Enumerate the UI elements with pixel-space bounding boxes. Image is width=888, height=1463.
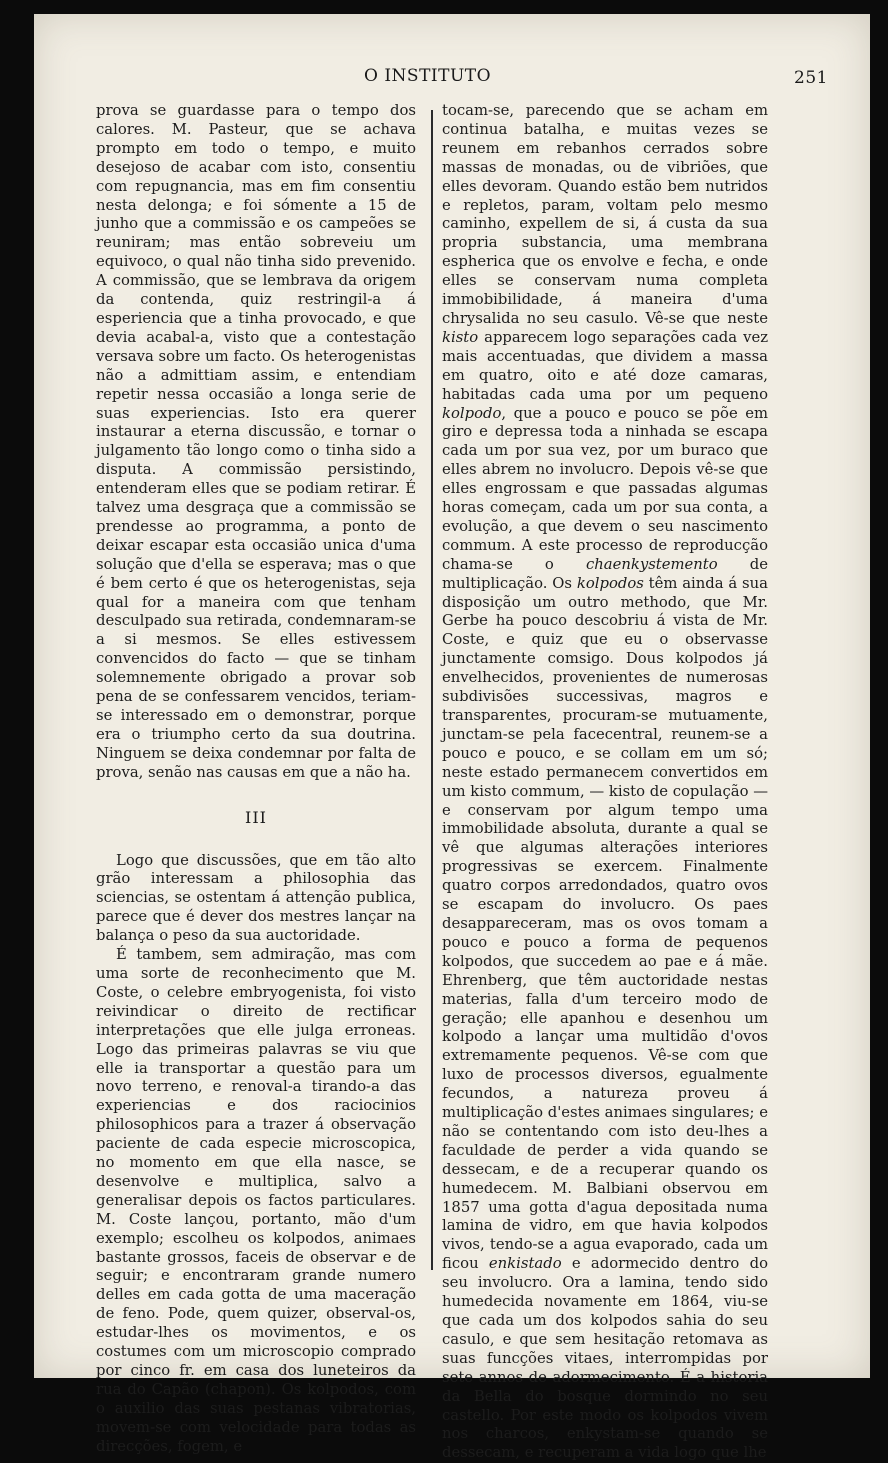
page-number: 251 [794, 68, 828, 88]
term-enkistado: enkistado [488, 1255, 562, 1273]
right-text-4: de multiplicação. Os [442, 555, 768, 592]
frame-corner-top-left [0, 0, 30, 30]
right-text-2: apparecem logo separações cada vez mais accentuadas, que dividem a massa em quatro, oito e até doze camaras, habitadas cada uma por um pequeno [442, 328, 768, 403]
scanned-page [34, 14, 870, 1462]
term-kolpodo: kolpodo [442, 404, 502, 422]
left-paragraph-1: prova se guardasse para o tempo dos calores. M. Pasteur, que se achava prompto em todo o tempo, e muito desejoso de acabar com isto, consentiu com repugnancia, mas em fim consentiu nesta delonga; e foi sómente a 15 de junho que a commissão e os campeões se reuniram; mas então sobreveiu um equivoco, o qual não tinha sido prevenido. A commissão, que se lembrava da origem da contenda, quiz restringil-a á esperiencia que a tinha provocado, e que devia acabal-a, visto que a contestação versava sobre um facto. Os heterogenistas não a admittiam assim, e entendiam repetir nessa occasião a longa serie de suas experiencias. Isto era querer instaurar a eterna discussão, e tornar o julgamento tão longo como o tinha sido a disputa. A commissão persistindo, entenderam elles que se podiam retirar. É talvez uma desgraça que a commissão se prendesse ao programma, a ponto de deixar escapar esta occasião unica d'uma solução que d'ella se esperava; mas o que é bem certo é que os heterogenistas, seja qual for a maneira com que tenham desculpado sua retirada, condemnaram-se a si mesmos. Se elles estivessem convencidos do facto — que se tinham solemnemente obrigado a provar sob pena de se confessarem vencidos, teriam-se interessado em o demonstrar, porque era o triumpho certo da sua doutrina. Ninguem se deixa condemnar por falta de prova, senão nas causas em que a não ha. [96, 102, 416, 781]
term-kisto: kisto [442, 328, 479, 346]
section-heading-iii: III [245, 807, 267, 827]
right-text-3: , que a pouco e pouco se põe em giro e depressa toda a ninhada se escapa cada um por sua vez, por um buraco que elles abrem no involucro. Depois vê-se que elles engrossam e que passadas algumas horas começam, cada um por sua conta, a evolução, a que devem o seu nascimento commum. A este processo de reproducção chama-se o [442, 404, 768, 573]
right-text-5: têm ainda á sua disposição um outro methodo, que Mr. Gerbe ha pouco descobriu á vista de Mr. Coste, e quiz que eu o observasse junctamente comsigo. Dous kolpodos já envelhecidos, provenientes de numerosas subdivisões successivas, magros e transparentes, procuram-se mutuamente, junctam-se pela facecentral, reunem-se a pouco e pouco, e se collam em um só; neste estado permanecem convertidos em um kisto commum, — kisto de copulação — e conservam por algum tempo uma immobilidade absoluta, durante a qual se vê que algumas alterações interiores progressivas se exercem. Finalmente quatro corpos arredondados, quatro ovos se escapam do involucro. Os paes desappareceram, mas os ovos tomam a pouco e pouco a forma de pequenos kolpodos, que succedem ao pae e á mãe. Ehrenberg, que têm auctoridade nestas materias, falla d'um terceiro modo de geração; elle apanhou e desenhou um kolpodo a lançar uma multidão d'ovos extremamente pequenos. Vê-se com que luxo de processos diversos, egualmente fecundos, a natureza proveu á multiplicação d'estes animaes singulares; e não se contentando com isto deu-lhes a faculdade de perder a vida quando se dessecam, e de a recuperar quando os humedecem. M. Balbiani observou em 1857 uma gotta d'agua depositada numa lamina de vidro, em que havia kolpodos vivos, tendo-se a agua evaporado, cada um ficou [442, 574, 768, 1273]
left-column [96, 102, 416, 1457]
right-text-1: tocam-se, parecendo que se acham em continua batalha, e muitas vezes se reunem em rebanhos cerrados sobre massas de monadas, ou de vibriões, que elles devoram. Quando estão bem nutridos e repletos, param, voltam pelo mesmo caminho, expellem de si, á custa da sua propria substancia, uma membrana espherica que os envolve e fecha, e onde elles se conservam numa completa immobibilidade, á maneira d'uma chrysalida no seu casulo. Vê-se que neste [442, 102, 768, 327]
left-paragraph-2: Logo que discussões, que em tão alto grão interessam a philosophia das sciencias, se ostentam á attenção publica, parece que é dever dos mestres lançar na balança o peso da sua auctoridade. [96, 851, 416, 945]
right-column [442, 102, 768, 1463]
right-text-6: e adormecido dentro do seu involucro. Ora a lamina, tendo sido humedecida novamente em 1864, viu-se que cada um dos kolpodos sahia do seu casulo, e que sem hesitação retomava as suas funcções vitaes, interrompidas por sete annos de adormecimento. É a historia da Bella do bosque dormindo no seu castello. Por este modo os kolpodos vivem nos charcos, enkystam-se quando se dessecam, e recuperam a vida logo que lhe [442, 1255, 768, 1462]
right-paragraph [442, 102, 768, 1463]
term-chaenkystemento: chaenkystemento [585, 555, 718, 573]
page-header [34, 66, 870, 96]
running-title: O INSTITUTO [364, 66, 492, 86]
column-divider [431, 110, 433, 1270]
left-paragraph-3: É tambem, sem admiração, mas com uma sorte de reconhecimento que M. Coste, o celebre embryogenista, foi visto reivindicar o direito de rectificar interpretações que elle julga erroneas. Logo das primeiras palavras se viu que elle ia transportar a questão para um novo terreno, e renoval-a tirando-a das experiencias e dos raciocinios philosophicos para a trazer á observação paciente de cada especie microscopica, no momento em que ella nasce, se desenvolve e multiplica, salvo a generalisar depois os factos particulares. M. Coste lançou, portanto, mão d'um exemplo; escolheu os kolpodos, animaes bastante grossos, faceis de observar e de seguir; e encontraram grande numero delles em cada gotta de uma maceração de feno. Pode, quem quizer, observal-os, estudar-lhes os movimentos, e os costumes com um microscopio comprado por cinco fr. em casa dos luneteiros da rua do Capão (chapon). Os kolpodos, com o auxilio das suas pestanas vibratorias, movem-se com velocidade para todas as direcções, fogem, e [96, 946, 416, 1455]
term-kolpodos: kolpodos [576, 574, 644, 592]
